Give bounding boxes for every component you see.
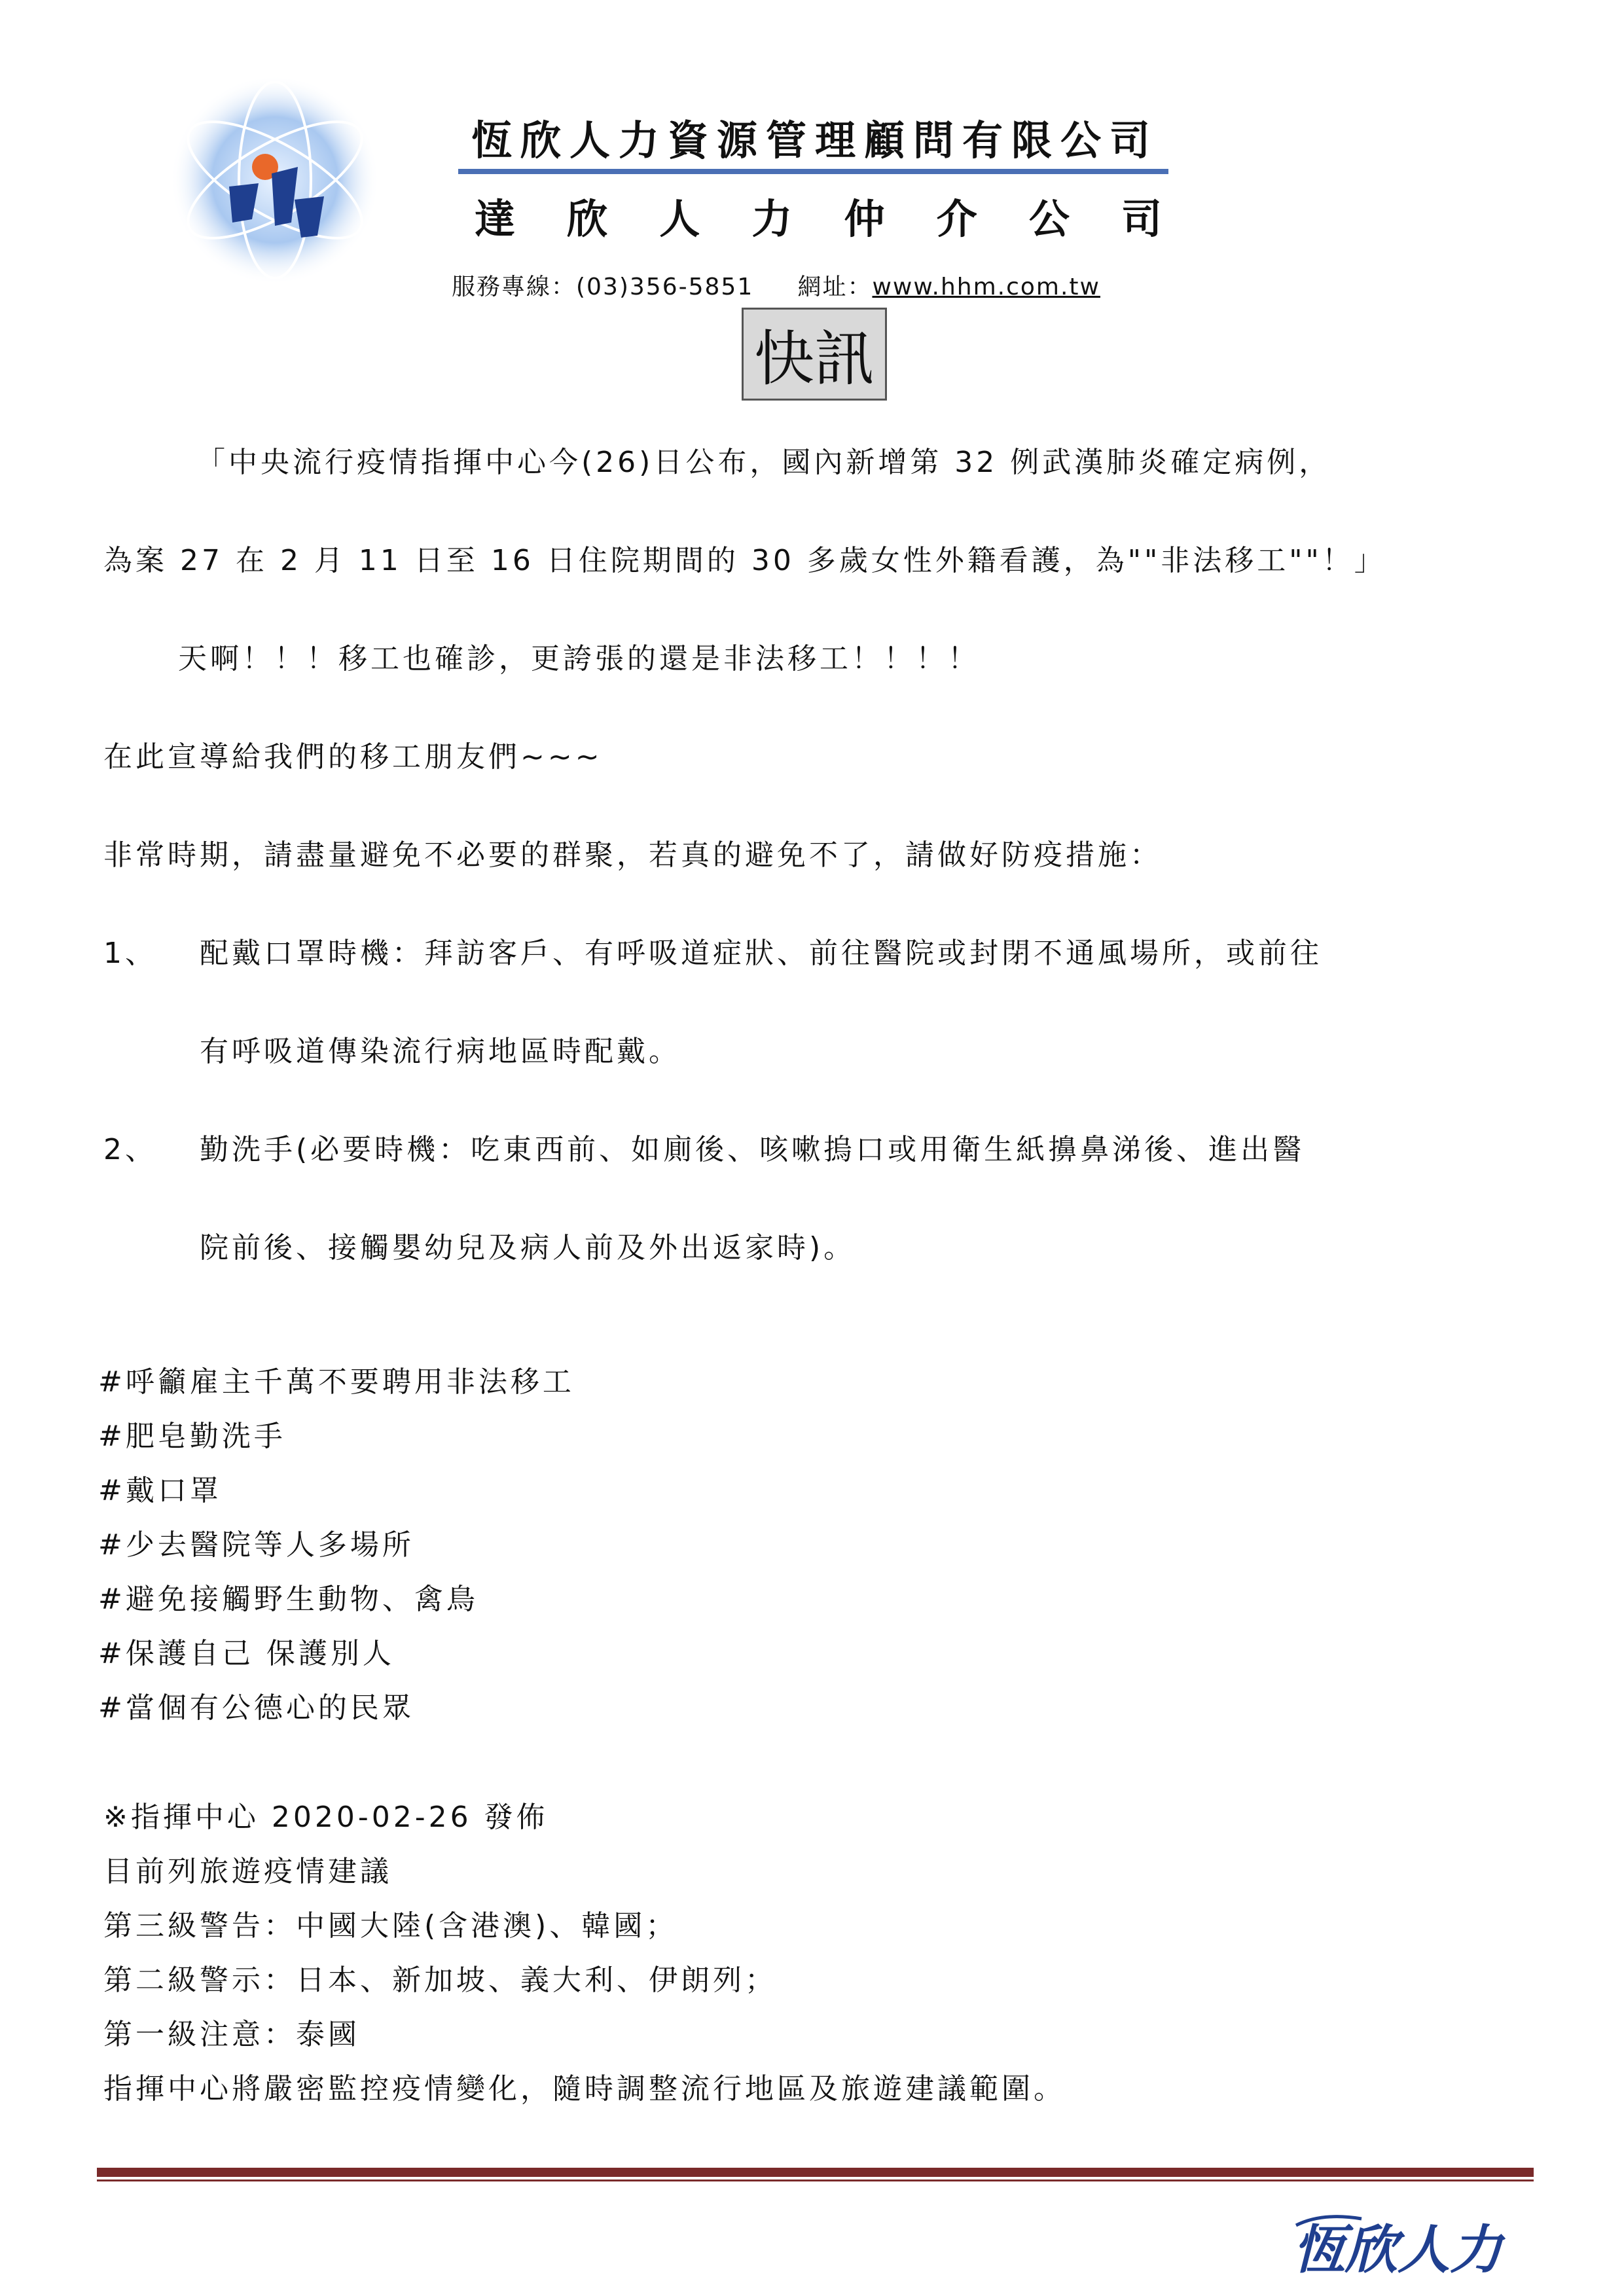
body-line: 為案 27 在 2 月 11 日至 16 日住院期間的 30 多歲女性外籍看護，為""非法移工""！」: [103, 544, 1386, 577]
footer-divider-thin: [97, 2179, 1534, 2181]
agency-char: 介: [936, 195, 977, 243]
agency-char: 仲: [844, 195, 885, 243]
notice-line: ※指揮中心 2020-02-26 發佈: [103, 1801, 549, 1834]
body-line: 在此宣導給我們的移工朋友們~~~: [103, 740, 603, 774]
notice-line: 第二級警示：日本、新加坡、義大利、伊朗列；: [103, 1964, 777, 1997]
list-item-cont: 有呼吸道傳染流行病地區時配戴。: [200, 1035, 681, 1068]
hashtag: #肥皂勤洗手: [98, 1420, 286, 1453]
list-item-cont: 院前後、接觸嬰幼兒及病人前及外出返家時)。: [200, 1231, 856, 1265]
agency-name: [475, 187, 1162, 245]
company-logo: [167, 69, 383, 291]
list-number: 1、: [103, 937, 157, 970]
agency-char: 公: [1028, 195, 1070, 243]
hashtag: #少去醫院等人多場所: [98, 1528, 414, 1562]
agency-char: 人: [659, 195, 700, 243]
body-line: 「中央流行疫情指揮中心今(26)日公布，國內新增第 32 例武漢肺炎確定病例，: [196, 446, 1331, 479]
hashtag: #保護自己 保護別人: [98, 1637, 395, 1670]
flash-title-box: 快訊: [742, 308, 887, 401]
hotline: 服務專線：(03)356-5851: [452, 274, 754, 300]
body-line: 非常時期，請盡量避免不必要的群聚，若真的避免不了，請做好防疫措施：: [103, 838, 1162, 872]
company-name: 恆欣人力資源管理顧問有限公司: [471, 117, 1159, 164]
notice-line: 第三級警告：中國大陸(含港澳)、韓國；: [103, 1909, 678, 1943]
hashtag: #當個有公德心的民眾: [98, 1691, 414, 1725]
agency-char: 欣: [567, 195, 608, 243]
agency-char: 達: [475, 195, 516, 243]
contact-line: [452, 268, 1100, 302]
footer-divider: [97, 2168, 1534, 2177]
hashtag: #避免接觸野生動物、禽鳥: [98, 1583, 478, 1616]
list-item: 配戴口罩時機：拜訪客戶、有呼吸道症狀、前往醫院或封閉不通風場所，或前往: [200, 937, 1322, 970]
body-line: 天啊！！！移工也確診，更誇張的還是非法移工！！！！: [178, 642, 980, 675]
footer-logo: [1283, 2209, 1532, 2281]
list-item: 勤洗手(必要時機：吃東西前、如廁後、咳嗽摀口或用衛生紙擤鼻涕後、進出醫: [200, 1133, 1305, 1166]
notice-line: 第一級注意：泰國: [103, 2018, 360, 2051]
hashtag: #呼籲雇主千萬不要聘用非法移工: [98, 1365, 575, 1399]
website-link[interactable]: www.hhm.com.tw: [872, 274, 1100, 300]
agency-char: 司: [1121, 195, 1162, 243]
agency-char: 力: [751, 195, 793, 243]
hashtag: #戴口罩: [98, 1474, 222, 1507]
notice-line: 目前列旅遊疫情建議: [103, 1855, 392, 1888]
header-divider: [458, 169, 1168, 174]
website-label: 網址：: [797, 274, 873, 300]
footer-logo-text: 恆欣人力: [1293, 2219, 1502, 2280]
list-number: 2、: [103, 1133, 157, 1166]
notice-line: 指揮中心將嚴密監控疫情變化，隨時調整流行地區及旅遊建議範圍。: [103, 2072, 1066, 2106]
